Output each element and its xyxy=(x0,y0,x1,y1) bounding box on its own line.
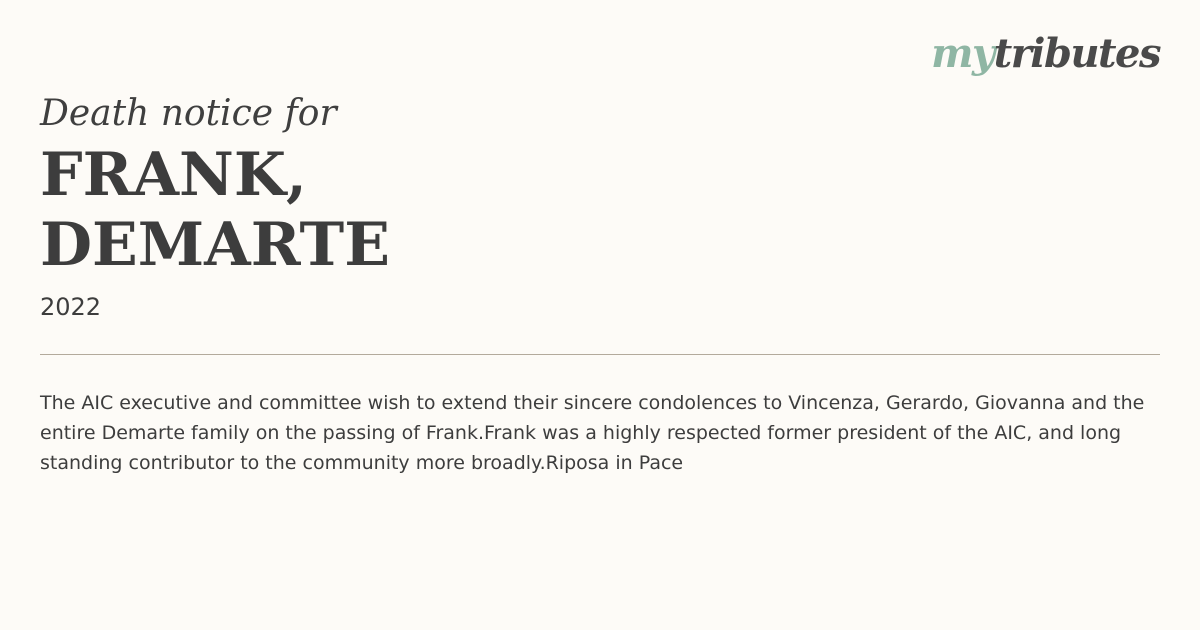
deceased-name xyxy=(40,140,390,280)
notice-intro: Death notice for xyxy=(40,93,337,134)
name-line-2: DEMARTE xyxy=(40,210,390,280)
notice-message: The AIC executive and committee wish to extend their sincere condolences to Vincenza, Gerardo, Giovanna and the entire Demarte family on the passing of Frank.Frank was a highly respected former president of the AIC, and long standing contributor to the community more broadly.Riposa in Pace xyxy=(40,392,1145,474)
divider xyxy=(40,354,1160,355)
notice-year: 2022 xyxy=(40,293,102,321)
logo-my: my xyxy=(931,30,994,77)
mytributes-logo xyxy=(931,30,1160,77)
name-line-1: FRANK, xyxy=(40,140,307,210)
logo-tributes: tributes xyxy=(993,30,1160,77)
